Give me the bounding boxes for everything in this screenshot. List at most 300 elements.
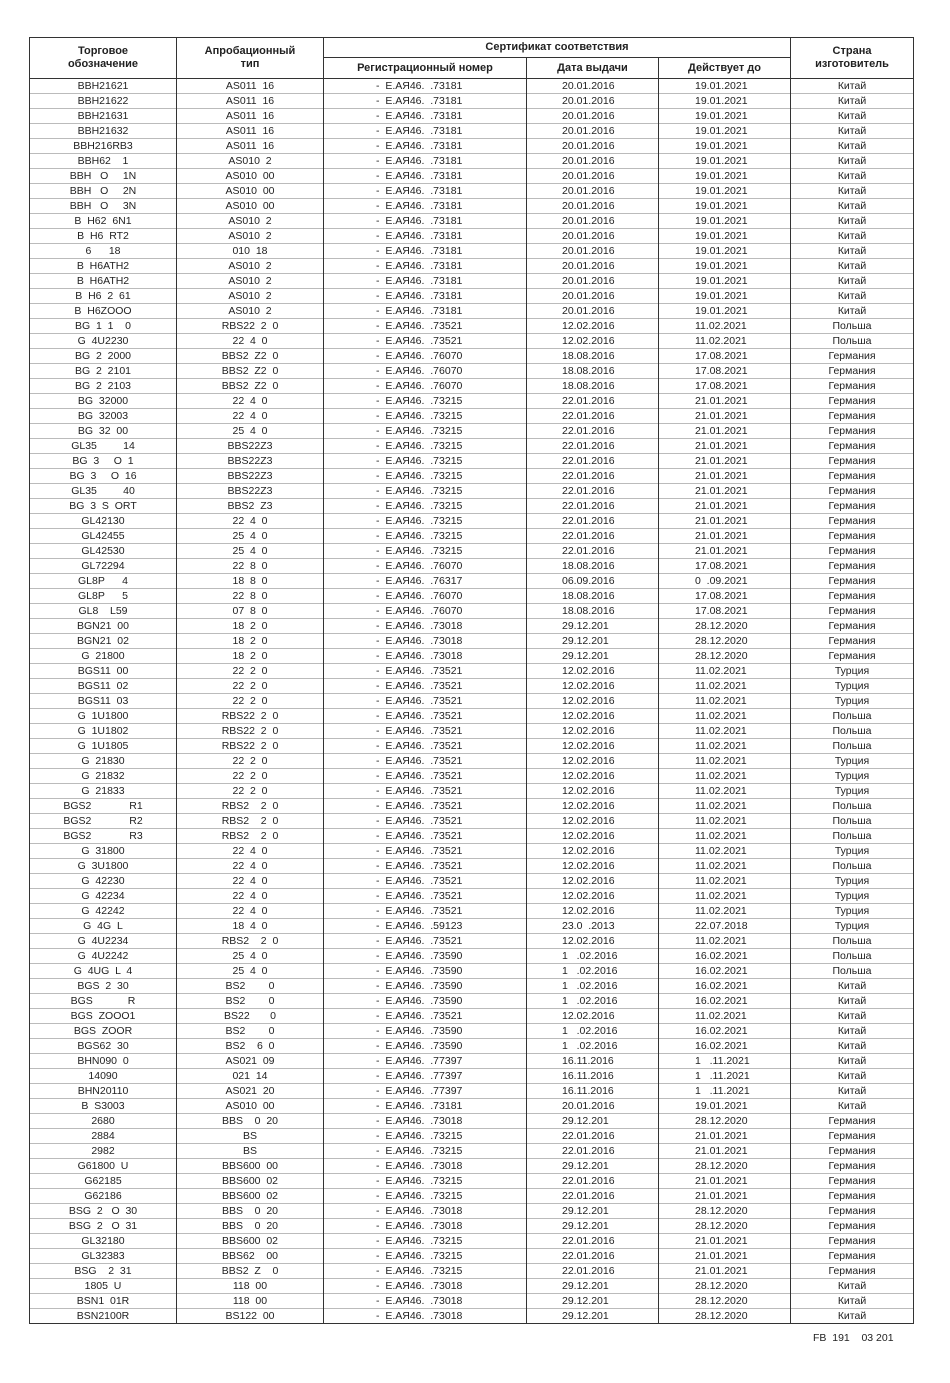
approval-type-cell: AS011 16 <box>177 79 324 94</box>
approval-type-cell: 22 4 0 <box>177 874 324 889</box>
table-row <box>30 634 914 649</box>
valid-until-cell: 11.02.2021 <box>659 799 791 814</box>
country-cell: Германия <box>791 589 914 604</box>
country-cell: Китай <box>791 124 914 139</box>
reg-number-cell: - Е.АЯ46. .73215 <box>324 409 527 424</box>
country-cell: Германия <box>791 544 914 559</box>
trade-name-cell: BG 32003 <box>30 409 177 424</box>
reg-number-cell: - Е.АЯ46. .73521 <box>324 814 527 829</box>
table-row <box>30 1159 914 1174</box>
trade-name-cell: B H6 2 61 <box>30 289 177 304</box>
trade-name-cell: 2680 <box>30 1114 177 1129</box>
approval-type-cell: BS2 0 <box>177 1024 324 1039</box>
reg-number-cell: - Е.АЯ46. .73181 <box>324 304 527 319</box>
valid-until-cell: 19.01.2021 <box>659 259 791 274</box>
country-cell: Германия <box>791 1249 914 1264</box>
approval-type-cell: 25 4 0 <box>177 949 324 964</box>
table-row <box>30 544 914 559</box>
table-row <box>30 409 914 424</box>
reg-number-cell: - Е.АЯ46. .73181 <box>324 214 527 229</box>
trade-name-cell: BG 2 2000 <box>30 349 177 364</box>
country-cell: Турция <box>791 769 914 784</box>
approval-type-cell: AS010 2 <box>177 259 324 274</box>
certificate-document <box>29 37 913 1324</box>
table-row <box>30 979 914 994</box>
country-cell: Турция <box>791 874 914 889</box>
issue-date-cell: 22.01.2016 <box>527 484 659 499</box>
header-country-line1: Страна <box>832 45 872 57</box>
valid-until-cell: 1 .11.2021 <box>659 1054 791 1069</box>
issue-date-cell: 12.02.2016 <box>527 694 659 709</box>
country-cell: Китай <box>791 1294 914 1309</box>
table-row <box>30 1069 914 1084</box>
trade-name-cell: BSN1 01R <box>30 1294 177 1309</box>
trade-name-cell: GL35 14 <box>30 439 177 454</box>
reg-number-cell: - Е.АЯ46. .73181 <box>324 79 527 94</box>
approval-type-cell: BS2 0 <box>177 994 324 1009</box>
approval-type-cell: BS122 00 <box>177 1309 324 1324</box>
table-row <box>30 394 914 409</box>
reg-number-cell: - Е.АЯ46. .73215 <box>324 439 527 454</box>
approval-type-cell: 22 4 0 <box>177 844 324 859</box>
valid-until-cell: 19.01.2021 <box>659 289 791 304</box>
reg-number-cell: - Е.АЯ46. .73181 <box>324 274 527 289</box>
trade-name-cell: G 1U1800 <box>30 709 177 724</box>
reg-number-cell: - Е.АЯ46. .73215 <box>324 1189 527 1204</box>
header-trade-name-line2: обозначение <box>67 58 139 70</box>
reg-number-cell: - Е.АЯ46. .73181 <box>324 109 527 124</box>
issue-date-cell: 22.01.2016 <box>527 1264 659 1279</box>
table-row <box>30 1279 914 1294</box>
table-row <box>30 244 914 259</box>
trade-name-cell: B S3003 <box>30 1099 177 1114</box>
table-row <box>30 784 914 799</box>
trade-name-cell: 6 18 <box>30 244 177 259</box>
country-cell: Германия <box>791 1129 914 1144</box>
table-row <box>30 1294 914 1309</box>
approval-type-cell: BS <box>177 1144 324 1159</box>
valid-until-cell: 11.02.2021 <box>659 934 791 949</box>
valid-until-cell: 11.02.2021 <box>659 679 791 694</box>
trade-name-cell: BGS ZOOO1 <box>30 1009 177 1024</box>
issue-date-cell: 22.01.2016 <box>527 1249 659 1264</box>
table-row <box>30 649 914 664</box>
country-cell: Польша <box>791 709 914 724</box>
issue-date-cell: 20.01.2016 <box>527 169 659 184</box>
approval-type-cell: AS010 2 <box>177 304 324 319</box>
country-cell: Китай <box>791 79 914 94</box>
country-cell: Китай <box>791 994 914 1009</box>
approval-type-cell: 25 4 0 <box>177 529 324 544</box>
reg-number-cell: - Е.АЯ46. .73521 <box>324 754 527 769</box>
reg-number-cell: - Е.АЯ46. .73181 <box>324 169 527 184</box>
trade-name-cell: GL42130 <box>30 514 177 529</box>
valid-until-cell: 19.01.2021 <box>659 94 791 109</box>
issue-date-cell: 29.12.201 <box>527 634 659 649</box>
approval-type-cell: 021 14 <box>177 1069 324 1084</box>
issue-date-cell: 06.09.2016 <box>527 574 659 589</box>
issue-date-cell: 22.01.2016 <box>527 544 659 559</box>
valid-until-cell: 17.08.2021 <box>659 379 791 394</box>
issue-date-cell: 12.02.2016 <box>527 769 659 784</box>
country-cell: Германия <box>791 619 914 634</box>
country-cell: Турция <box>791 664 914 679</box>
valid-until-cell: 21.01.2021 <box>659 1129 791 1144</box>
trade-name-cell: G 21800 <box>30 649 177 664</box>
trade-name-cell: G 21830 <box>30 754 177 769</box>
reg-number-cell: - Е.АЯ46. .73181 <box>324 229 527 244</box>
table-row <box>30 1249 914 1264</box>
country-cell: Китай <box>791 1309 914 1324</box>
valid-until-cell: 28.12.2020 <box>659 649 791 664</box>
issue-date-cell: 20.01.2016 <box>527 229 659 244</box>
issue-date-cell: 29.12.201 <box>527 1114 659 1129</box>
valid-until-cell: 0 .09.2021 <box>659 574 791 589</box>
valid-until-cell: 19.01.2021 <box>659 229 791 244</box>
valid-until-cell: 19.01.2021 <box>659 214 791 229</box>
valid-until-cell: 21.01.2021 <box>659 499 791 514</box>
table-row <box>30 1129 914 1144</box>
valid-until-cell: 1 .11.2021 <box>659 1084 791 1099</box>
valid-until-cell: 17.08.2021 <box>659 589 791 604</box>
trade-name-cell: BGS11 03 <box>30 694 177 709</box>
valid-until-cell: 21.01.2021 <box>659 409 791 424</box>
trade-name-cell: B H6ATH2 <box>30 274 177 289</box>
table-row <box>30 424 914 439</box>
approval-type-cell: 25 4 0 <box>177 544 324 559</box>
reg-number-cell: - Е.АЯ46. .77397 <box>324 1084 527 1099</box>
trade-name-cell: GL8P 5 <box>30 589 177 604</box>
issue-date-cell: 12.02.2016 <box>527 814 659 829</box>
issue-date-cell: 20.01.2016 <box>527 184 659 199</box>
approval-type-cell: 22 2 0 <box>177 769 324 784</box>
valid-until-cell: 11.02.2021 <box>659 694 791 709</box>
table-row <box>30 319 914 334</box>
issue-date-cell: 12.02.2016 <box>527 1009 659 1024</box>
reg-number-cell: - Е.АЯ46. .76070 <box>324 604 527 619</box>
issue-date-cell: 1 .02.2016 <box>527 1039 659 1054</box>
trade-name-cell: BHN090 0 <box>30 1054 177 1069</box>
reg-number-cell: - Е.АЯ46. .73215 <box>324 1129 527 1144</box>
trade-name-cell: G 4U2230 <box>30 334 177 349</box>
trade-name-cell: BGS R <box>30 994 177 1009</box>
country-cell: Германия <box>791 529 914 544</box>
table-row <box>30 949 914 964</box>
trade-name-cell: G 42242 <box>30 904 177 919</box>
header-approval-type <box>177 38 324 79</box>
table-row <box>30 199 914 214</box>
issue-date-cell: 20.01.2016 <box>527 244 659 259</box>
valid-until-cell: 21.01.2021 <box>659 1144 791 1159</box>
table-row <box>30 1099 914 1114</box>
country-cell: Германия <box>791 1159 914 1174</box>
reg-number-cell: - Е.АЯ46. .73018 <box>324 1294 527 1309</box>
reg-number-cell: - Е.АЯ46. .73215 <box>324 484 527 499</box>
country-cell: Китай <box>791 154 914 169</box>
approval-type-cell: 18 4 0 <box>177 919 324 934</box>
issue-date-cell: 22.01.2016 <box>527 529 659 544</box>
reg-number-cell: - Е.АЯ46. .73521 <box>324 859 527 874</box>
reg-number-cell: - Е.АЯ46. .73018 <box>324 1309 527 1324</box>
table-row <box>30 334 914 349</box>
issue-date-cell: 20.01.2016 <box>527 124 659 139</box>
table-row <box>30 1219 914 1234</box>
trade-name-cell: BBH21632 <box>30 124 177 139</box>
trade-name-cell: G62185 <box>30 1174 177 1189</box>
issue-date-cell: 18.08.2016 <box>527 604 659 619</box>
trade-name-cell: BBH21631 <box>30 109 177 124</box>
country-cell: Польша <box>791 334 914 349</box>
issue-date-cell: 20.01.2016 <box>527 139 659 154</box>
issue-date-cell: 20.01.2016 <box>527 259 659 274</box>
table-row <box>30 574 914 589</box>
country-cell: Польша <box>791 799 914 814</box>
issue-date-cell: 12.02.2016 <box>527 799 659 814</box>
approval-type-cell: BBS2 Z 0 <box>177 1264 324 1279</box>
approval-type-cell: 22 4 0 <box>177 334 324 349</box>
issue-date-cell: 12.02.2016 <box>527 724 659 739</box>
country-cell: Китай <box>791 1009 914 1024</box>
trade-name-cell: 1805 U <box>30 1279 177 1294</box>
issue-date-cell: 12.02.2016 <box>527 904 659 919</box>
country-cell: Германия <box>791 1204 914 1219</box>
country-cell: Китай <box>791 259 914 274</box>
reg-number-cell: - Е.АЯ46. .76070 <box>324 364 527 379</box>
valid-until-cell: 21.01.2021 <box>659 454 791 469</box>
reg-number-cell: - Е.АЯ46. .73181 <box>324 124 527 139</box>
trade-name-cell: G 3U1800 <box>30 859 177 874</box>
valid-until-cell: 28.12.2020 <box>659 1279 791 1294</box>
reg-number-cell: - Е.АЯ46. .73521 <box>324 664 527 679</box>
reg-number-cell: - Е.АЯ46. .73590 <box>324 949 527 964</box>
issue-date-cell: 20.01.2016 <box>527 274 659 289</box>
table-row <box>30 1204 914 1219</box>
country-cell: Германия <box>791 484 914 499</box>
reg-number-cell: - Е.АЯ46. .73521 <box>324 1009 527 1024</box>
country-cell: Германия <box>791 469 914 484</box>
reg-number-cell: - Е.АЯ46. .73018 <box>324 619 527 634</box>
approval-type-cell: AS010 00 <box>177 184 324 199</box>
table-row <box>30 829 914 844</box>
trade-name-cell: 2884 <box>30 1129 177 1144</box>
country-cell: Германия <box>791 514 914 529</box>
valid-until-cell: 1 .11.2021 <box>659 1069 791 1084</box>
reg-number-cell: - Е.АЯ46. .73590 <box>324 994 527 1009</box>
reg-number-cell: - Е.АЯ46. .73521 <box>324 694 527 709</box>
approval-type-cell: AS010 00 <box>177 1099 324 1114</box>
issue-date-cell: 12.02.2016 <box>527 844 659 859</box>
country-cell: Германия <box>791 1219 914 1234</box>
valid-until-cell: 21.01.2021 <box>659 529 791 544</box>
issue-date-cell: 16.11.2016 <box>527 1069 659 1084</box>
issue-date-cell: 12.02.2016 <box>527 679 659 694</box>
country-cell: Германия <box>791 379 914 394</box>
reg-number-cell: - Е.АЯ46. .77397 <box>324 1054 527 1069</box>
issue-date-cell: 20.01.2016 <box>527 109 659 124</box>
valid-until-cell: 21.01.2021 <box>659 394 791 409</box>
valid-until-cell: 16.02.2021 <box>659 949 791 964</box>
reg-number-cell: - Е.АЯ46. .73215 <box>324 499 527 514</box>
valid-until-cell: 19.01.2021 <box>659 1099 791 1114</box>
country-cell: Турция <box>791 919 914 934</box>
trade-name-cell: B H62 6N1 <box>30 214 177 229</box>
trade-name-cell: BSG 2 O 30 <box>30 1204 177 1219</box>
issue-date-cell: 20.01.2016 <box>527 289 659 304</box>
valid-until-cell: 16.02.2021 <box>659 964 791 979</box>
issue-date-cell: 20.01.2016 <box>527 154 659 169</box>
reg-number-cell: - Е.АЯ46. .73181 <box>324 154 527 169</box>
issue-date-cell: 22.01.2016 <box>527 454 659 469</box>
header-approval-type-line2: тип <box>240 58 260 70</box>
issue-date-cell: 12.02.2016 <box>527 859 659 874</box>
approval-type-cell: BBS62 00 <box>177 1249 324 1264</box>
approval-type-cell: 22 2 0 <box>177 679 324 694</box>
country-cell: Китай <box>791 1279 914 1294</box>
reg-number-cell: - Е.АЯ46. .73521 <box>324 739 527 754</box>
table-row <box>30 1144 914 1159</box>
approval-type-cell: AS010 2 <box>177 229 324 244</box>
valid-until-cell: 11.02.2021 <box>659 1009 791 1024</box>
reg-number-cell: - Е.АЯ46. .73181 <box>324 289 527 304</box>
valid-until-cell: 21.01.2021 <box>659 1189 791 1204</box>
country-cell: Турция <box>791 784 914 799</box>
country-cell: Китай <box>791 94 914 109</box>
table-body <box>30 79 914 1324</box>
valid-until-cell: 16.02.2021 <box>659 1039 791 1054</box>
valid-until-cell: 11.02.2021 <box>659 859 791 874</box>
trade-name-cell: BGN21 00 <box>30 619 177 634</box>
valid-until-cell: 11.02.2021 <box>659 844 791 859</box>
country-cell: Германия <box>791 439 914 454</box>
issue-date-cell: 18.08.2016 <box>527 349 659 364</box>
country-cell: Германия <box>791 649 914 664</box>
reg-number-cell: - Е.АЯ46. .73181 <box>324 139 527 154</box>
reg-number-cell: - Е.АЯ46. .73521 <box>324 679 527 694</box>
valid-until-cell: 19.01.2021 <box>659 199 791 214</box>
valid-until-cell: 16.02.2021 <box>659 1024 791 1039</box>
country-cell: Китай <box>791 229 914 244</box>
country-cell: Германия <box>791 604 914 619</box>
valid-until-cell: 11.02.2021 <box>659 334 791 349</box>
approval-type-cell: BBS 0 20 <box>177 1204 324 1219</box>
issue-date-cell: 12.02.2016 <box>527 829 659 844</box>
table-row <box>30 469 914 484</box>
approval-type-cell: RBS2 2 0 <box>177 799 324 814</box>
valid-until-cell: 17.08.2021 <box>659 364 791 379</box>
country-cell: Германия <box>791 559 914 574</box>
table-row <box>30 694 914 709</box>
issue-date-cell: 1 .02.2016 <box>527 1024 659 1039</box>
issue-date-cell: 18.08.2016 <box>527 364 659 379</box>
country-cell: Германия <box>791 409 914 424</box>
trade-name-cell: BGS2 R1 <box>30 799 177 814</box>
trade-name-cell: BGS11 02 <box>30 679 177 694</box>
approval-type-cell: BS <box>177 1129 324 1144</box>
table-row <box>30 799 914 814</box>
approval-type-cell: 22 2 0 <box>177 754 324 769</box>
issue-date-cell: 23.0 .2013 <box>527 919 659 934</box>
valid-until-cell: 11.02.2021 <box>659 904 791 919</box>
approval-type-cell: AS011 16 <box>177 94 324 109</box>
table-row <box>30 559 914 574</box>
reg-number-cell: - Е.АЯ46. .73181 <box>324 1099 527 1114</box>
reg-number-cell: - Е.АЯ46. .73521 <box>324 874 527 889</box>
valid-until-cell: 16.02.2021 <box>659 979 791 994</box>
valid-until-cell: 19.01.2021 <box>659 79 791 94</box>
reg-number-cell: - Е.АЯ46. .73215 <box>324 424 527 439</box>
approval-type-cell: 25 4 0 <box>177 964 324 979</box>
country-cell: Германия <box>791 424 914 439</box>
table-row <box>30 499 914 514</box>
table-row <box>30 289 914 304</box>
trade-name-cell: BBH O 1N <box>30 169 177 184</box>
country-cell: Китай <box>791 169 914 184</box>
approval-type-cell: BS2 0 <box>177 979 324 994</box>
issue-date-cell: 1 .02.2016 <box>527 979 659 994</box>
table-row <box>30 934 914 949</box>
reg-number-cell: - Е.АЯ46. .73590 <box>324 1024 527 1039</box>
issue-date-cell: 22.01.2016 <box>527 409 659 424</box>
country-cell: Китай <box>791 1024 914 1039</box>
header-trade-name <box>30 38 177 79</box>
valid-until-cell: 19.01.2021 <box>659 169 791 184</box>
valid-until-cell: 19.01.2021 <box>659 244 791 259</box>
country-cell: Германия <box>791 1144 914 1159</box>
approval-type-cell: BBS600 02 <box>177 1174 324 1189</box>
valid-until-cell: 21.01.2021 <box>659 514 791 529</box>
country-cell: Китай <box>791 1069 914 1084</box>
issue-date-cell: 12.02.2016 <box>527 319 659 334</box>
approval-type-cell: AS011 16 <box>177 109 324 124</box>
country-cell: Германия <box>791 349 914 364</box>
approval-type-cell: 18 2 0 <box>177 634 324 649</box>
valid-until-cell: 21.01.2021 <box>659 424 791 439</box>
valid-until-cell: 19.01.2021 <box>659 184 791 199</box>
reg-number-cell: - Е.АЯ46. .73018 <box>324 649 527 664</box>
table-row <box>30 724 914 739</box>
trade-name-cell: BBH21622 <box>30 94 177 109</box>
trade-name-cell: GL72294 <box>30 559 177 574</box>
trade-name-cell: BBH O 2N <box>30 184 177 199</box>
country-cell: Германия <box>791 574 914 589</box>
issue-date-cell: 18.08.2016 <box>527 589 659 604</box>
trade-name-cell: GL42530 <box>30 544 177 559</box>
country-cell: Китай <box>791 1054 914 1069</box>
country-cell: Германия <box>791 499 914 514</box>
trade-name-cell: BGS62 30 <box>30 1039 177 1054</box>
approval-type-cell: 22 2 0 <box>177 784 324 799</box>
table-row <box>30 619 914 634</box>
approval-type-cell: AS010 2 <box>177 274 324 289</box>
country-cell: Турция <box>791 679 914 694</box>
approval-type-cell: RBS2 2 0 <box>177 934 324 949</box>
table-row <box>30 664 914 679</box>
table-row <box>30 1309 914 1324</box>
reg-number-cell: - Е.АЯ46. .73181 <box>324 244 527 259</box>
valid-until-cell: 21.01.2021 <box>659 469 791 484</box>
issue-date-cell: 22.01.2016 <box>527 394 659 409</box>
valid-until-cell: 21.01.2021 <box>659 439 791 454</box>
approval-type-cell: 22 2 0 <box>177 694 324 709</box>
header-approval-type-line1: Апробационный <box>204 45 296 57</box>
trade-name-cell: GL8P 4 <box>30 574 177 589</box>
trade-name-cell: G 1U1805 <box>30 739 177 754</box>
issue-date-cell: 29.12.201 <box>527 649 659 664</box>
valid-until-cell: 11.02.2021 <box>659 754 791 769</box>
header-trade-name-line1: Торговое <box>77 45 129 57</box>
valid-until-cell: 17.08.2021 <box>659 559 791 574</box>
header-certificate: Сертификат соответствия <box>324 38 791 58</box>
